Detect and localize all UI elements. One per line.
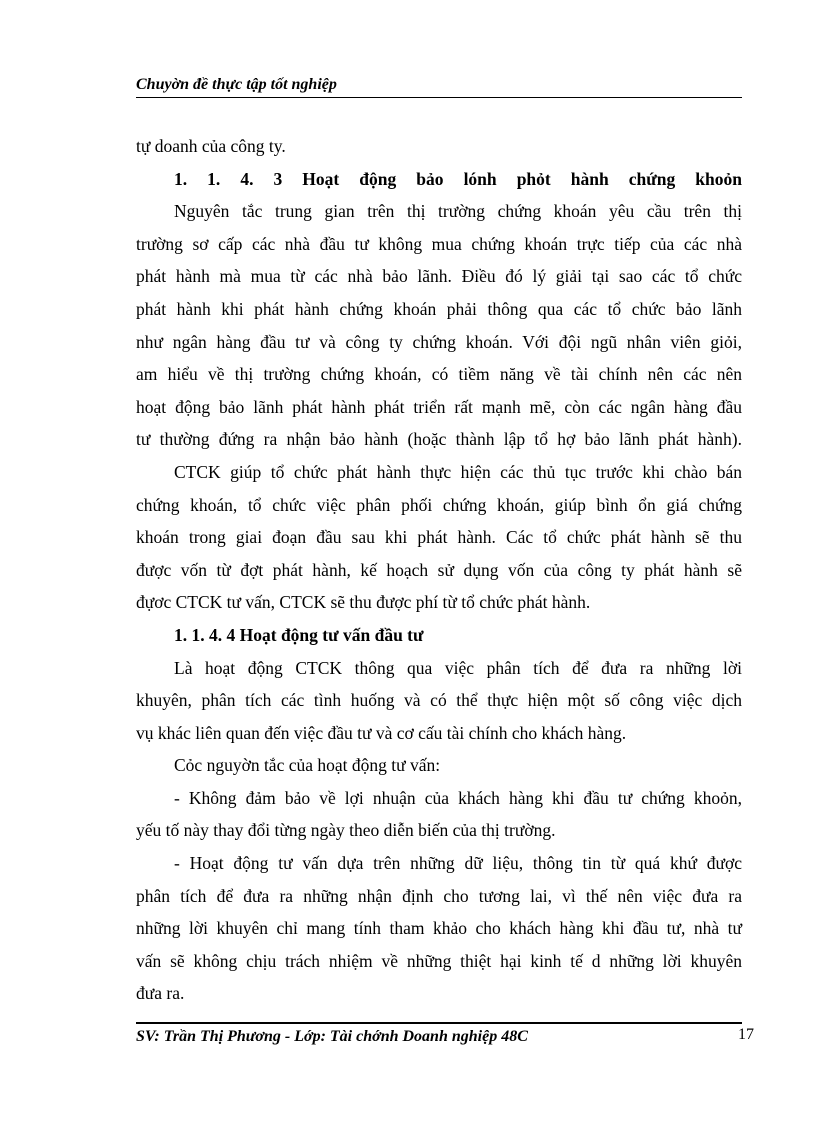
body-line: khuyên, phân tích các tình huống và có thể thực hiện một số công việc dịch <box>136 690 742 711</box>
body-line: được vốn từ đợt phát hành, kế hoạch sử dụng vốn của công ty phát hành sẽ <box>136 559 742 580</box>
body-line: phát hành khi phát hành chứng khoán phải thông qua các tổ chức bảo lãnh <box>136 298 742 319</box>
footer-divider <box>136 1022 742 1024</box>
body-line: phát hành mà mua từ các nhà bảo lãnh. Điều đó lý giải tại sao các tổ chức <box>136 266 742 287</box>
header-divider <box>136 97 742 98</box>
header-title: Chuyờn đề thực tập tốt nghiệp <box>136 76 337 93</box>
body-line: vụ khác liên quan đến việc đầu tư và cơ cấu tài chính cho khách hàng. <box>136 722 627 743</box>
body-line: tự doanh của công ty. <box>136 136 286 156</box>
footer-author: SV: Trần Thị Phương - Lớp: Tài chớnh Doanh nghiệp 48C <box>136 1028 528 1045</box>
body-line: phân tích để đưa ra những nhận định cho tương lai, vì thế nên việc đưa ra <box>136 885 742 906</box>
section-heading: 1. 1. 4. 4 Hoạt động tư vấn đầu tư <box>174 624 424 645</box>
body-line: CTCK giúp tổ chức phát hành thực hiện các thủ tục trước khi chào bán <box>174 461 742 482</box>
page-number: 17 <box>738 1026 754 1043</box>
body-line: tư thường đứng ra nhận bảo hành (hoặc thành lập tổ hợ bảo lãnh phát hành). <box>136 429 742 450</box>
body-line: hoạt động bảo lãnh phát hành phát triển rất mạnh mẽ, còn các ngân hàng đầu <box>136 396 742 417</box>
body-line: khoán trong giai đoạn đầu sau khi phát hành. Các tổ chức phát hành sẽ thu <box>136 527 742 548</box>
body-line: - Hoạt động tư vấn dựa trên những dữ liệu, thông tin từ quá khứ được <box>174 853 742 874</box>
document-body <box>136 130 742 1010</box>
body-line: đựơc CTCK tư vấn, CTCK sẽ thu được phí từ tổ chức phát hành. <box>136 592 591 613</box>
body-line: Nguyên tắc trung gian trên thị trường chứng khoán yêu cầu trên thị <box>174 201 742 222</box>
section-heading: 1. 1. 4. 3 Hoạt động bảo lónh phỏt hành chứng khoỏn <box>174 168 742 189</box>
body-line: vấn sẽ không chịu trách nhiệm về những thiệt hại kinh tế d những lời khuyên <box>136 950 742 971</box>
body-line: đưa ra. <box>136 983 185 1004</box>
body-line: trường sơ cấp các nhà đầu tư không mua chứng khoán trực tiếp của các nhà <box>136 233 742 254</box>
body-line: Là hoạt động CTCK thông qua việc phân tích để đưa ra những lời <box>174 657 742 678</box>
body-line: am hiểu về thị trường chứng khoán, có tiềm năng về tài chính nên các nên <box>136 364 742 385</box>
body-line: - Không đảm bảo về lợi nhuận của khách hàng khi đầu tư chứng khoỏn, <box>174 787 742 808</box>
body-line: Cỏc nguyờn tắc của hoạt động tư vấn: <box>174 755 441 776</box>
body-line: như ngân hàng đầu tư và công ty chứng khoán. Với đội ngũ nhân viên giỏi, <box>136 331 742 352</box>
body-line: chứng khoán, tổ chức việc phân phối chứng khoán, giúp bình ổn giá chứng <box>136 494 742 515</box>
body-line: những lời khuyên chỉ mang tính tham khảo cho khách hàng khi đầu tư, nhà tư <box>136 918 742 939</box>
body-line: yếu tố này thay đổi từng ngày theo diễn biến của thị trường. <box>136 820 556 841</box>
